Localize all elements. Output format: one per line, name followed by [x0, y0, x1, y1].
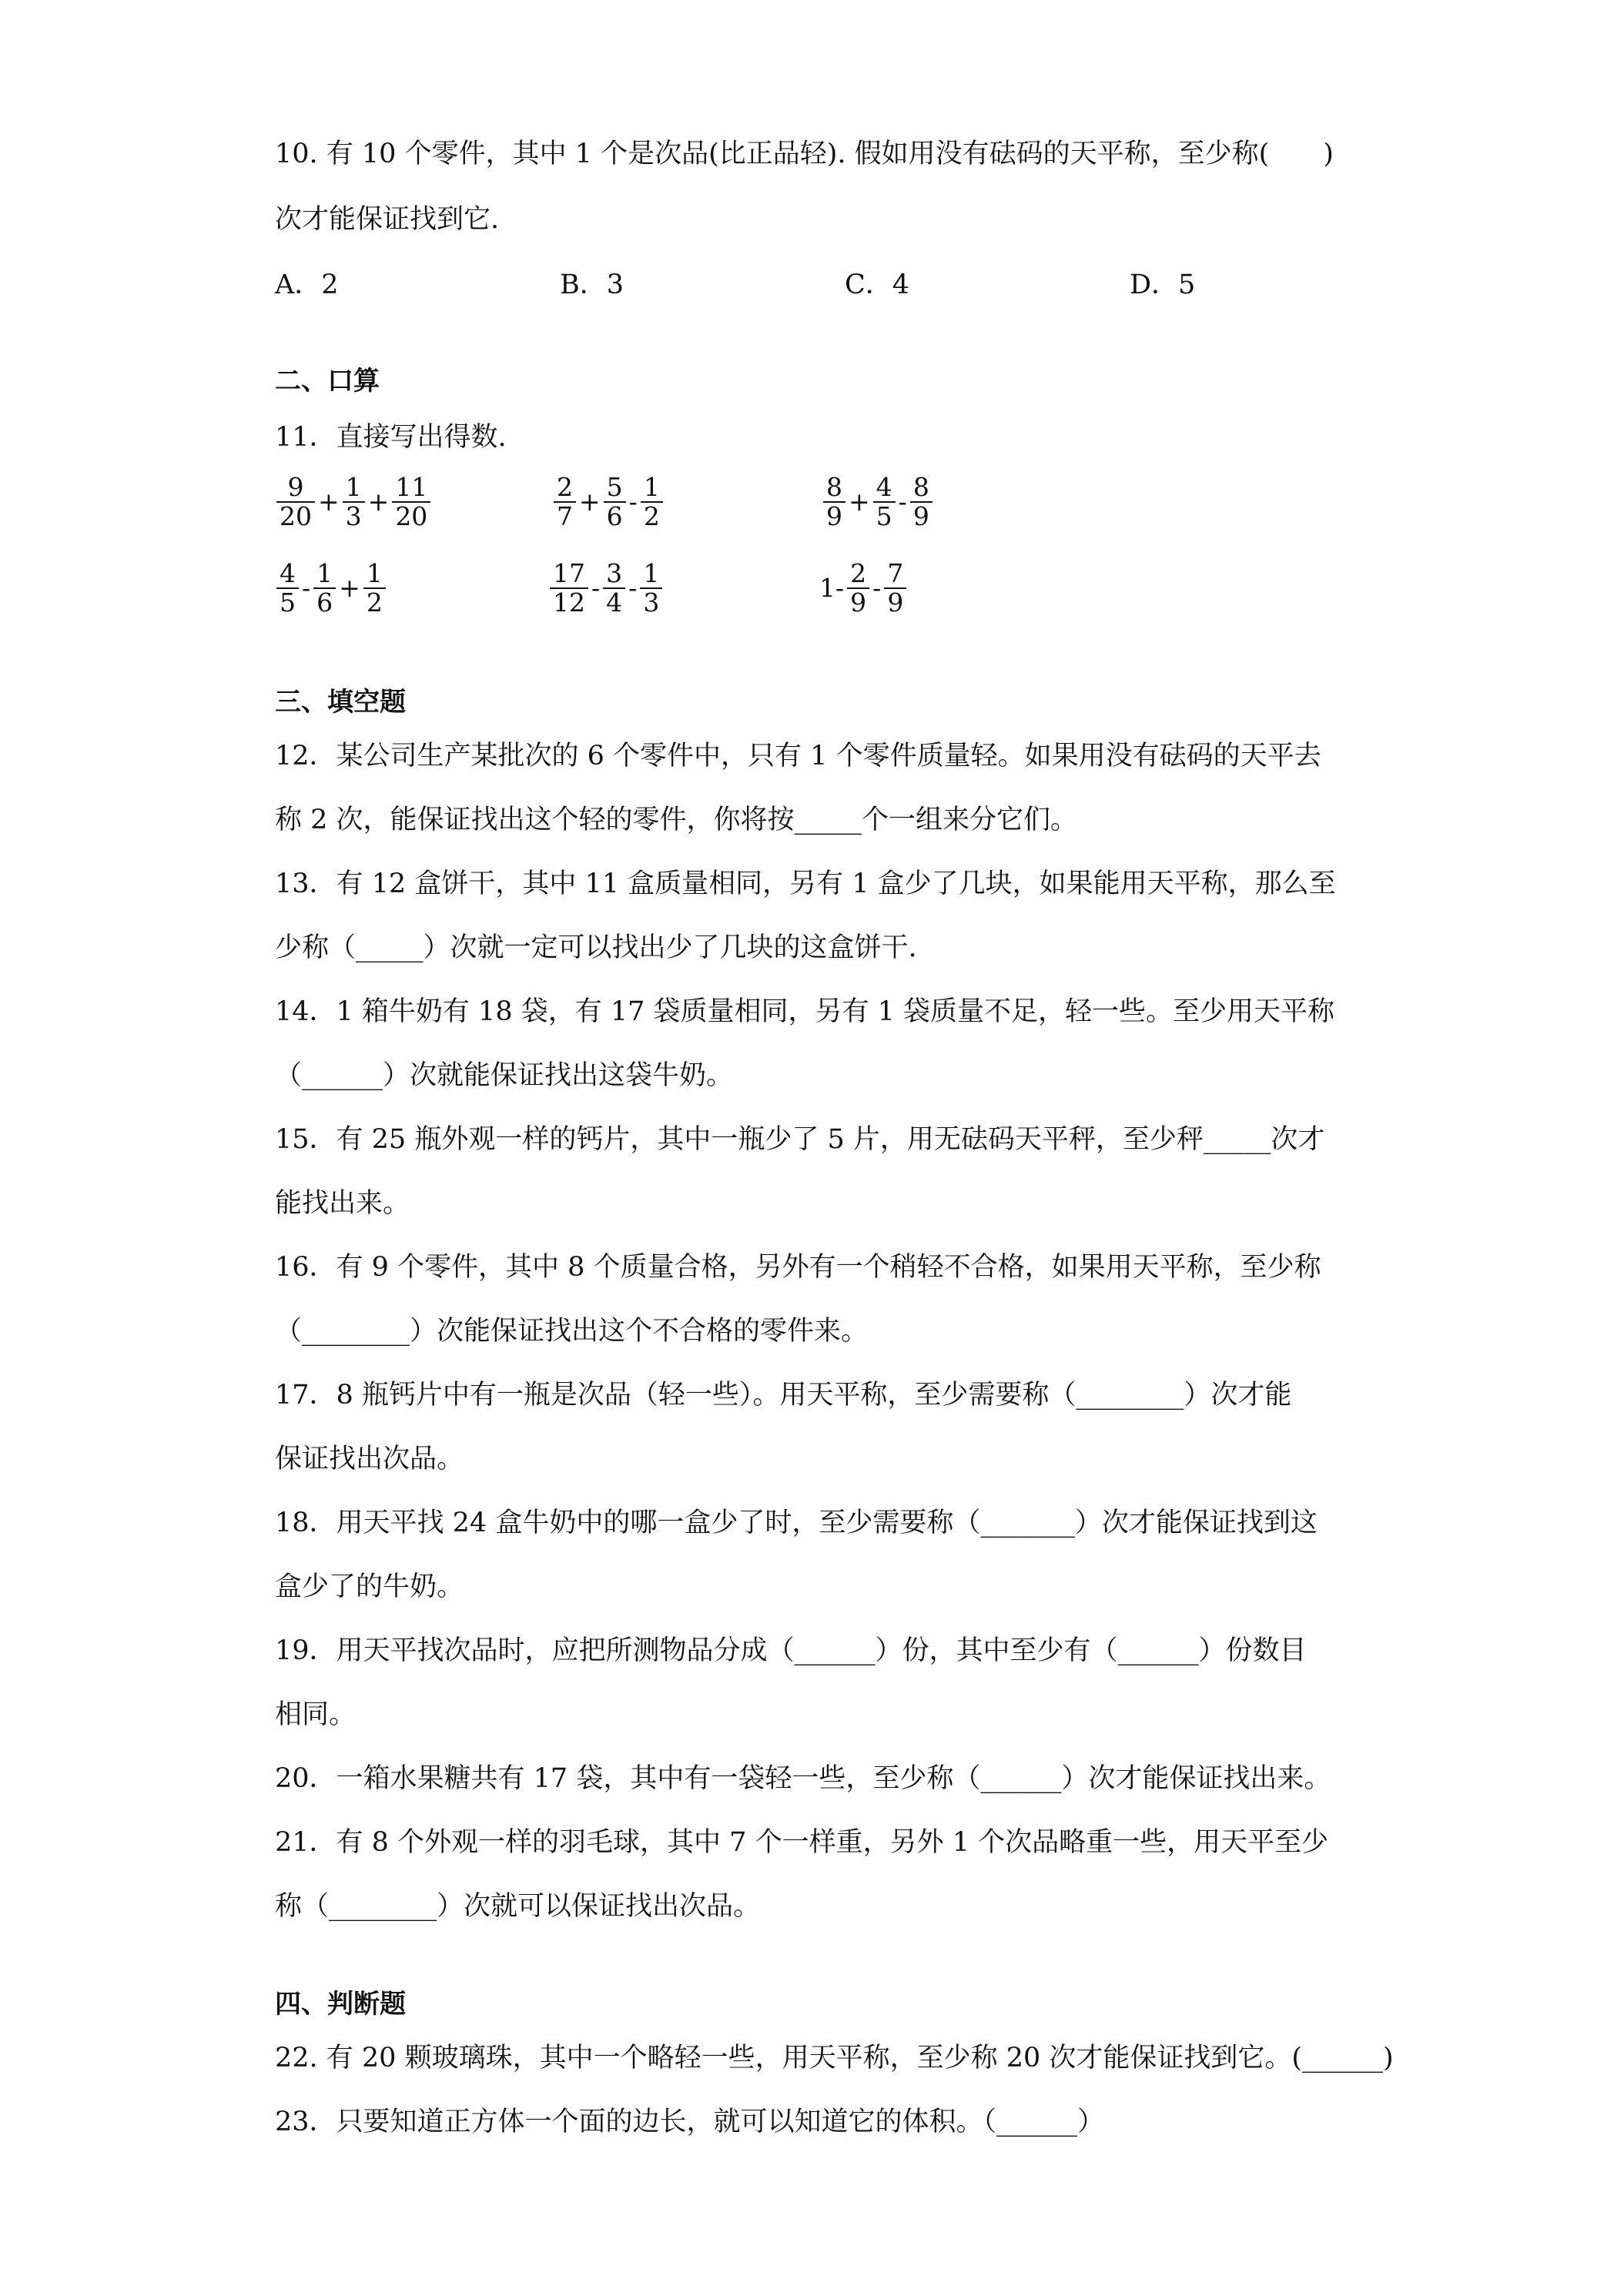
q13-line1: 13．有 12 盒饼干，其中 11 盒质量相同，另有 1 盒少了几块，如果能用天平称，那么至 [275, 869, 1336, 899]
numerator: 7 [887, 558, 904, 588]
q10-line2: 次才能保证找到它. [275, 204, 500, 235]
q17-line2: 保证找出次品。 [275, 1444, 464, 1474]
numerator: 1 [345, 472, 362, 502]
expression-5 [548, 560, 664, 617]
numerator: 1 [316, 558, 333, 588]
q14-line2: （______）次就能保证找出这袋牛奶。 [275, 1060, 734, 1091]
fraction [343, 474, 365, 530]
denominator: 9 [850, 587, 867, 618]
q18-line2: 盒少了的牛奶。 [275, 1571, 464, 1602]
numerator: 1 [366, 558, 383, 588]
q16-line1: 16．有 9 个零件，其中 8 个质量合格，另外有一个稍轻不合格，如果用天平称，至少称 [275, 1252, 1321, 1283]
denominator: 7 [557, 501, 573, 531]
denominator: 6 [316, 587, 333, 618]
denominator: 9 [912, 501, 929, 531]
numerator: 4 [876, 472, 892, 502]
q14-line1: 14．1 箱牛奶有 18 袋，有 17 袋质量相同，另有 1 袋质量不足，轻一些。至少用天平称 [275, 996, 1335, 1027]
numerator: 3 [606, 558, 623, 588]
denominator: 20 [280, 501, 312, 531]
expression-2 [552, 474, 665, 530]
operator: + [367, 487, 390, 517]
expression-1 [275, 474, 432, 530]
q15-line2: 能找出来。 [275, 1188, 410, 1219]
operator: + [579, 487, 601, 517]
fraction [884, 560, 906, 617]
fraction [873, 474, 896, 530]
numerator: 1 [643, 472, 660, 502]
section2-title: 二、口算 [275, 366, 380, 397]
numerator: 8 [826, 472, 842, 502]
q21-line1: 21．有 8 个外观一样的羽毛球，其中 7 个一样重，另外 1 个次品略重一些，用天平至少 [275, 1827, 1329, 1858]
operator: + [849, 487, 870, 517]
numerator: 11 [395, 472, 428, 502]
q18-line1: 18．用天平找 24 盒牛奶中的哪一盒少了时，至少需要称（_______）次才能保证找到这 [275, 1508, 1318, 1538]
denominator: 9 [826, 501, 842, 531]
fraction [392, 474, 430, 530]
denominator: 2 [643, 501, 660, 531]
fraction [910, 474, 933, 530]
numerator: 1 [643, 558, 660, 588]
q12-line1: 12．某公司生产某批次的 6 个零件中，只有 1 个零件质量轻。如果用没有砝码的天平去 [275, 741, 1321, 771]
q20-line1: 20．一箱水果糖共有 17 袋，其中有一袋轻一些，至少称（______）次才能保证找出来。 [275, 1763, 1331, 1794]
numerator: 4 [280, 558, 296, 588]
q19-line2: 相同。 [275, 1699, 357, 1730]
q17-line1: 17．8 瓶钙片中有一瓶是次品（轻一些）。用天平称，至少需要称（________）次才能 [275, 1380, 1292, 1411]
denominator: 2 [366, 587, 383, 618]
denominator: 9 [887, 587, 904, 618]
q10-option-c: C．4 [845, 269, 910, 300]
q13-line2: 少称（_____）次就一定可以找出少了几块的这盒饼干. [275, 932, 917, 963]
fraction [550, 560, 588, 617]
section4-title: 四、判断题 [275, 1989, 406, 2020]
operator: 1- [819, 573, 845, 603]
numerator: 9 [287, 472, 304, 502]
q19-line1: 19．用天平找次品时，应把所测物品分成（______）份，其中至少有（______）份数目 [275, 1635, 1307, 1666]
fraction [604, 474, 626, 530]
fraction [276, 560, 299, 617]
fraction [363, 560, 386, 617]
expression-4 [275, 560, 387, 617]
q15-line1: 15．有 25 瓶外观一样的钙片，其中一瓶少了 5 片，用无砝码天平秤，至少秤_____次才 [275, 1124, 1325, 1155]
section3-title: 三、填空题 [275, 687, 406, 718]
numerator: 2 [557, 472, 573, 502]
numerator: 17 [553, 558, 585, 588]
q11-text: 11．直接写出得数. [275, 422, 507, 453]
fraction [640, 560, 662, 617]
denominator: 6 [606, 501, 623, 531]
expression-6 [818, 560, 908, 617]
operator: - [591, 573, 601, 603]
numerator: 5 [606, 472, 623, 502]
denominator: 12 [553, 587, 585, 618]
q10-option-b: B．3 [560, 269, 624, 300]
fraction [823, 474, 845, 530]
operator: - [302, 573, 311, 603]
fraction [276, 474, 315, 530]
operator: + [339, 573, 360, 603]
denominator: 5 [876, 501, 892, 531]
fraction [554, 474, 576, 530]
expression-3 [822, 474, 934, 530]
denominator: 3 [643, 587, 660, 618]
fraction [641, 474, 663, 530]
operator: - [628, 573, 638, 603]
operator: - [872, 573, 882, 603]
fraction [603, 560, 625, 617]
fraction [313, 560, 336, 617]
operator: - [898, 487, 907, 517]
denominator: 5 [280, 587, 296, 618]
operator: + [318, 487, 340, 517]
q10-option-a: A．2 [275, 269, 339, 300]
q10-option-d: D．5 [1130, 269, 1196, 300]
numerator: 2 [850, 558, 867, 588]
q23-line: 23．只要知道正方体一个面的边长，就可以知道它的体积。（______） [275, 2107, 1105, 2137]
denominator: 3 [345, 501, 362, 531]
q21-line2: 称（________）次就可以保证找出次品。 [275, 1891, 761, 1922]
operator: - [628, 487, 638, 517]
q16-line2: （________）次能保证找出这个不合格的零件来。 [275, 1316, 869, 1347]
q12-line2: 称 2 次，能保证找出这个轻的零件，你将按_____个一组来分它们。 [275, 805, 1078, 835]
q22-line: 22. 有 20 颗玻璃珠，其中一个略轻一些，用天平称，至少称 20 次才能保证找到它。(______) [275, 2043, 1394, 2073]
numerator: 8 [912, 472, 929, 502]
denominator: 4 [606, 587, 623, 618]
denominator: 20 [395, 501, 428, 531]
q10-line1: 10. 有 10 个零件，其中 1 个是次品(比正品轻). 假如用没有砝码的天平称，至少称( ) [275, 139, 1334, 169]
fraction [847, 560, 869, 617]
